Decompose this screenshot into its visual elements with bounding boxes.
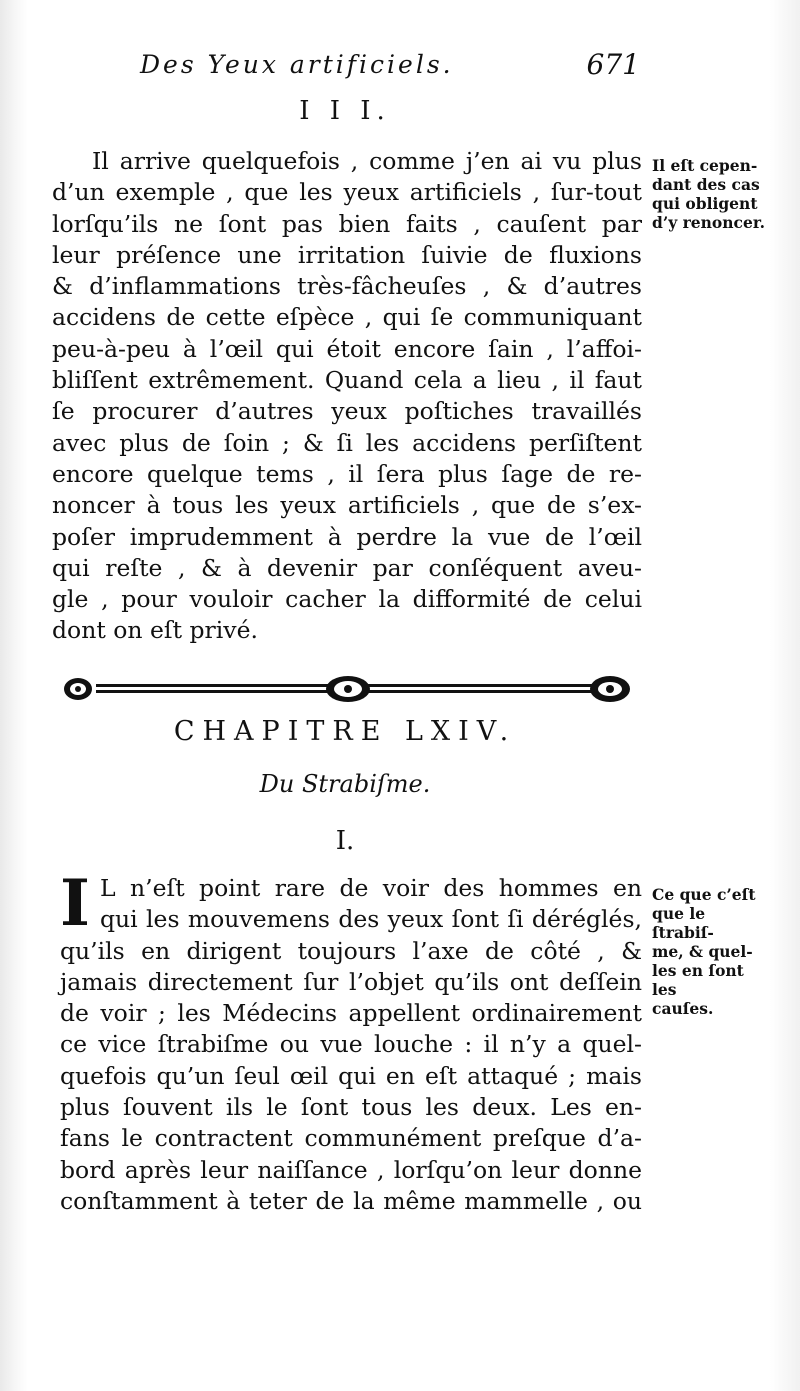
text-line: lorſqu’ils ne ſont pas bien faits , cauſent par xyxy=(52,209,642,238)
margin-note-line: qui obligent xyxy=(652,194,758,213)
drop-cap: I xyxy=(60,866,90,941)
text-line: jamais directement ſur l’objet qu’ils ont deſſein xyxy=(60,967,642,996)
text-line: quefois qu’un ſeul œil qui en eſt attaqué ; mais xyxy=(60,1061,642,1090)
text-line: conſtamment à teter de la même mammelle , ou xyxy=(60,1186,642,1215)
text-line: de voir ; les Médecins appellent ordinairement xyxy=(60,999,642,1028)
text-line: qui reſte , & à devenir par conſéquent aveu- xyxy=(52,553,642,582)
text-line: & d’inflammations très-fâcheuſes , & d’autres xyxy=(52,272,642,301)
margin-note-line: d’y renoncer. xyxy=(652,213,765,232)
text-line: L n’eſt point rare de voir des hommes en xyxy=(100,874,642,902)
page-header xyxy=(140,48,640,88)
text-line: qu’ils en dirigent toujours l’axe de côté , & xyxy=(60,936,642,965)
ornament-left-icon xyxy=(64,678,92,700)
text-line: gle , pour vouloir cacher la difformité de celui xyxy=(52,585,642,614)
text-line: dont on eſt privé. xyxy=(52,616,258,645)
margin-note-line: que le ſtrabiſ- xyxy=(652,904,714,942)
text-line: peu-à-peu à l’œil qui étoit encore ſain , l’affoi- xyxy=(52,334,642,363)
text-line: plus ſouvent ils le ſont tous les deux. Les en- xyxy=(60,1093,642,1122)
text-line: avec plus de ſoin ; & ſi les accidens perſiſtent xyxy=(52,428,642,457)
text-line: Il arrive quelquefois , comme j’en ai vu plus xyxy=(92,147,642,175)
ornamental-divider xyxy=(62,673,634,705)
chapter-title: CHAPITRE LXIV. xyxy=(173,716,517,747)
ornament-center-icon xyxy=(326,676,370,702)
running-title: Des Yeux artificiels. xyxy=(140,50,454,79)
page-number: 671 xyxy=(586,48,640,81)
text-line: noncer à tous les yeux artificiels , que de s’ex- xyxy=(52,491,642,520)
section-number: I I I. xyxy=(299,96,391,126)
text-line: ſe procurer d’autres yeux poſtiches travaillés xyxy=(52,397,642,426)
text-line: d’un exemple , que les yeux artificiels , ſur-tout xyxy=(52,178,642,207)
text-line: bord après leur naiſſance , lorſqu’on leur donne xyxy=(60,1155,642,1184)
chapter-subtitle: Du Strabiſme. xyxy=(259,770,431,798)
margin-note-line: Il eſt cepen- xyxy=(652,156,758,175)
ornament-right-icon xyxy=(590,676,630,702)
margin-note-line: les en ſont les xyxy=(652,961,744,999)
margin-note xyxy=(652,885,772,1018)
margin-note xyxy=(652,156,772,232)
margin-note-line: dant des cas xyxy=(652,175,760,194)
text-line: fans le contractent communément preſque d’a- xyxy=(60,1124,642,1153)
text-line: poſer imprudemment à perdre la vue de l’œil xyxy=(52,522,642,551)
text-line: ce vice ſtrabiſme ou vue louche : il n’y a quel- xyxy=(60,1030,642,1059)
text-line: bliſſent extrêmement. Quand cela a lieu , il faut xyxy=(52,366,642,395)
text-line: accidens de cette eſpèce , qui ſe communiquant xyxy=(52,303,642,332)
text-line: leur préſence une irritation ſuivie de fluxions xyxy=(52,240,642,269)
margin-note-line: cauſes. xyxy=(652,999,714,1018)
margin-note-line: me, & quel- xyxy=(652,942,753,961)
paragraph-artificial-eyes xyxy=(52,146,642,647)
text-line: qui les mouvemens des yeux ſont ſi déréglés, xyxy=(100,905,642,934)
section-number: I. xyxy=(335,826,355,856)
margin-note-line: Ce que c’eſt xyxy=(652,885,756,904)
text-line: encore quelque tems , il ſera plus ſage de re- xyxy=(52,459,642,488)
paragraph-strabismus xyxy=(60,866,642,1217)
